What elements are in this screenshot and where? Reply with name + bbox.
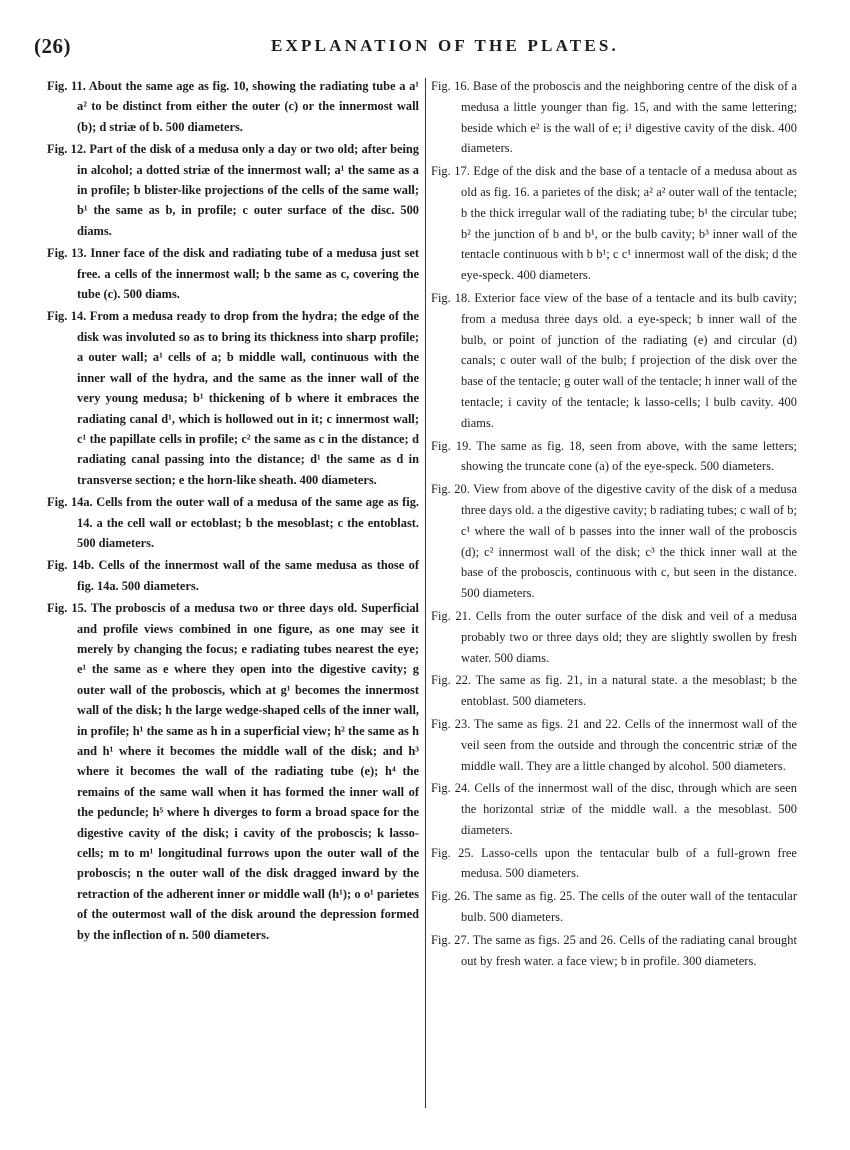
- figure-caption-26: Fig. 26. The same as fig. 25. The cells of the outer wall of the tentacular bulb. 500 diameters.: [431, 889, 797, 925]
- figure-caption-12: Fig. 12. Part of the disk of a medusa only a day or two old; after being in alcohol; a dotted striæ of the innermost wall; a¹ the same as a in profile; b blister-like projections of the cells of the same wall; b¹ the same as b, in profile; c outer surface of the disc. 500 diams.: [47, 142, 419, 238]
- figure-caption-14a: Fig. 14a. Cells from the outer wall of a medusa of the same age as fig. 14. a the cell wall or ectoblast; b the mesoblast; c the entoblast. 500 diameters.: [47, 495, 419, 550]
- figure-caption-16: Fig. 16. Base of the proboscis and the neighboring centre of the disk of a medusa a little younger than fig. 15, and with the same lettering; beside which e² is the wall of e; i¹ digestive cavity of the disk. 400 diameters.: [431, 79, 797, 156]
- right-column: [431, 76, 797, 973]
- figure-caption-13: Fig. 13. Inner face of the disk and radiating tube of a medusa just set free. a cells of the innermost wall; b the same as c, covering the tube (c). 500 diams.: [47, 246, 419, 302]
- figure-caption-27: Fig. 27. The same as figs. 25 and 26. Cells of the radiating canal brought out by fresh water. a face view; b in profile. 300 diameters.: [431, 932, 797, 968]
- figure-caption-25: Fig. 25. Lasso-cells upon the tentacular bulb of a full-grown free medusa. 500 diameters.: [431, 845, 797, 881]
- figure-caption-19: Fig. 19. The same as fig. 18, seen from above, with the same letters; showing the truncate cone (a) of the eye-speck. 500 diameters.: [431, 438, 797, 474]
- figure-caption-23: Fig. 23. The same as figs. 21 and 22. Cells of the innermost wall of the veil seen from the outside and through the concentric striæ of the middle wall. They are a little changed by alcohol. 500 diameters.: [431, 716, 797, 773]
- column-divider: [425, 78, 426, 1108]
- figure-caption-14b: Fig. 14b. Cells of the innermost wall of the same medusa as those of fig. 14a. 500 diameters.: [47, 558, 419, 593]
- figure-caption-15: Fig. 15. The proboscis of a medusa two or three days old. Superficial and profile views combined in one figure, as one may see it merely by changing the focus; e radiating tubes nearest the eye; e¹ the same as e where they open into the digestive cavity; g outer wall of the proboscis, which at g¹ becomes the innermost wall of the disk; h the large wedge-shaped cells of the inner wall, in profile; h¹ the same as h in a superficial view; h² the same as h and h¹ where it becomes the middle wall of the disk; and h³ where it becomes the wall of the radiating tube (e); h⁴ the remains of the same wall when it has formed the inner wall of the peduncle; h⁵ where h diverges to form a broad space for the digestive cavity of the disk; i cavity of the proboscis; k lasso-cells; m to m¹ longitudinal furrows upon the outer wall of the proboscis; n the outer wall of the disk dragged inward by the retraction of the adherent inner or middle wall (h¹); o o¹ parietes of the outermost wall of the disk around the depression formed by the inflection of n. 500 diameters.: [47, 601, 419, 942]
- figure-caption-18: Fig. 18. Exterior face view of the base of a tentacle and its bulb cavity; from a medusa three days old. a eye-speck; b inner wall of the bulb, or point of junction of the radiating (e) and circular (d) canals; c outer wall of the bulb; f projection of the disk over the base of the tentacle; g outer wall of the tentacle; h inner wall of the tentacle; i cavity of the tentacle; k lasso-cells; l bulb cavity. 400 diams.: [431, 290, 797, 430]
- figure-caption-14: Fig. 14. From a medusa ready to drop from the hydra; the edge of the disk was involuted so as to bring its thickness into sharp profile; a outer wall; a¹ cells of a; b middle wall, continuous with the inner wall of the hydra, and the same as the inner wall of the very young medusa; b¹ thickening of b where it embraces the radiating canal d¹, which is hollowed out in it; c innermost wall; c¹ the papillate cells in profile; c² the same as c in the distance; d radiating canal passing into the distance; d¹ the same as d in transverse section; e the horn-like sheath. 400 diameters.: [47, 309, 419, 487]
- figure-caption-11: Fig. 11. About the same age as fig. 10, showing the radiating tube a a¹ a² to be distinct from either the outer (c) or the innermost wall (b); d striæ of b. 500 diameters.: [47, 79, 419, 134]
- figure-caption-20: Fig. 20. View from above of the digestive cavity of the disk of a medusa three days old. a the digestive cavity; b radiating tubes; c wall of b; c¹ where the wall of b passes into the inner wall of the proboscis (d); c² innermost wall of the disk; c³ the thick inner wall at the base of the proboscis, continuous with c, but seen in the distance. 500 diameters.: [431, 482, 797, 601]
- page-number: (26): [34, 34, 71, 58]
- figure-caption-24: Fig. 24. Cells of the innermost wall of the disc, through which are seen the horizontal striæ of the middle wall. a the mesoblast. 500 diameters.: [431, 781, 797, 837]
- page-title: EXPLANATION OF THE PLATES.: [270, 36, 619, 55]
- figure-caption-22: Fig. 22. The same as fig. 21, in a natural state. a the mesoblast; b the entoblast. 500 diameters.: [431, 673, 797, 709]
- figure-caption-17: Fig. 17. Edge of the disk and the base of a tentacle of a medusa about as old as fig. 16. a parietes of the disk; a² a² outer wall of the tentacle; b the thick irregular wall of the radiating tube; b¹ the circular tube; b² the junction of b and b¹, or the bulb cavity; b³ inner wall of the tentacle continuous with b b¹; c c¹ innermost wall of the disk; d the eye-speck. 400 diameters.: [431, 164, 797, 283]
- figure-caption-21: Fig. 21. Cells from the outer surface of the disk and veil of a medusa probably two or three days old; they are slightly swollen by fresh water. 500 diams.: [431, 608, 797, 665]
- left-column: [47, 76, 419, 947]
